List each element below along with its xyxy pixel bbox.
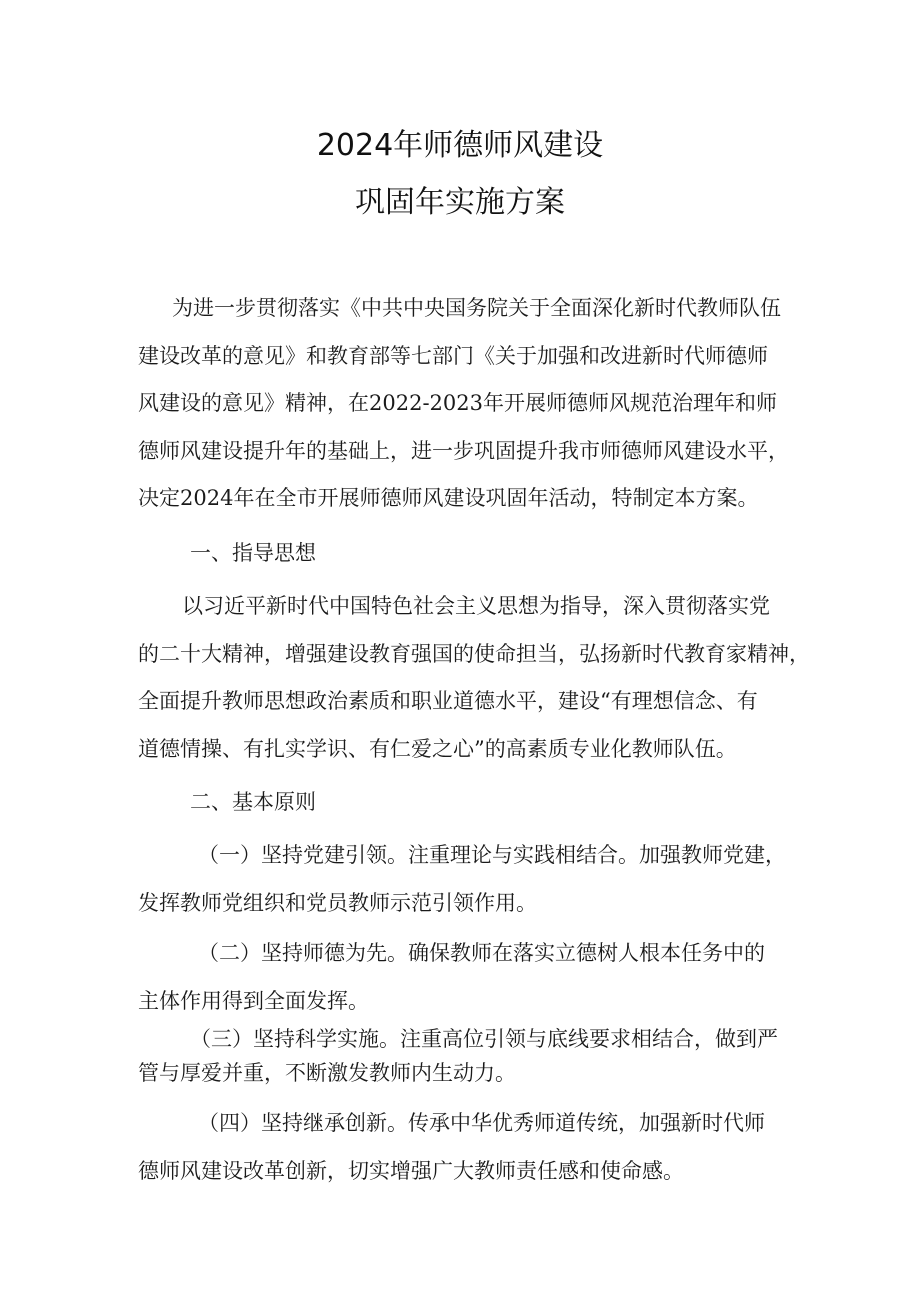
paragraph-line: 的二十大精神，增强建设教育强国的使命担当，弘扬新时代教育家精神， <box>138 641 810 666</box>
paragraph-line: 发挥教师党组织和党员教师示范引领作用。 <box>138 890 537 915</box>
guiding-thought-paragraph <box>138 583 810 773</box>
paragraph-line: （一）坚持党建引领。注重理论与实践相结合。加强教师党建， <box>198 843 786 867</box>
paragraph-line: 主体作用得到全面发挥。 <box>138 988 369 1013</box>
intro-paragraph <box>138 285 788 523</box>
paragraph-line: 以习近平新时代中国特色社会主义思想为指导，深入贯彻落实党 <box>182 594 770 618</box>
intro-line: 为进一步贯彻落实《中共中央国务院关于全面深化新时代教师队伍 <box>172 296 781 320</box>
intro-line: 建设改革的意见》和教育部等七部门《关于加强和改进新时代师德师 <box>138 343 768 368</box>
document-title-line-1: 2024年师德师风建设 <box>316 128 604 163</box>
paragraph-line: 管与厚爱并重，不断激发教师内生动力。 <box>138 1061 516 1085</box>
intro-line: 风建设的意见》精神，在2022-2023年开展师德师风规范治理年和师 <box>138 391 777 415</box>
section-heading-guiding-thought: 一、指导思想 <box>190 541 316 565</box>
intro-line: 德师风建设提升年的基础上，进一步巩固提升我市师德师风建设水平， <box>138 438 789 463</box>
paragraph-line: 德师风建设改革创新，切实增强广大教师责任感和使命感。 <box>138 1158 684 1183</box>
paragraph-line: 道德情操、有扎实学识、有仁爱之心”的高素质专业化教师队伍。 <box>138 736 737 761</box>
paragraph-line: （三）坚持科学实施。注重高位引领与底线要求相结合，做到严 <box>190 1027 778 1051</box>
principle-2-paragraph <box>138 930 788 1025</box>
paragraph-line: 全面提升教师思想政治素质和职业道德水平，建设“有理想信念、有 <box>138 689 758 713</box>
principle-3-paragraph <box>138 1022 788 1090</box>
principle-1-paragraph <box>138 832 788 927</box>
intro-line: 决定2024年在全市开展师德师风建设巩固年活动，特制定本方案。 <box>138 486 759 510</box>
paragraph-line: （二）坚持师德为先。确保教师在落实立德树人根本任务中的 <box>198 941 765 965</box>
principle-4-paragraph <box>138 1100 788 1195</box>
paragraph-line: （四）坚持继承创新。传承中华优秀师道传统，加强新时代师 <box>198 1111 765 1135</box>
section-heading-basic-principles: 二、基本原则 <box>190 790 316 814</box>
document-title-line-2: 巩固年实施方案 <box>355 185 565 220</box>
